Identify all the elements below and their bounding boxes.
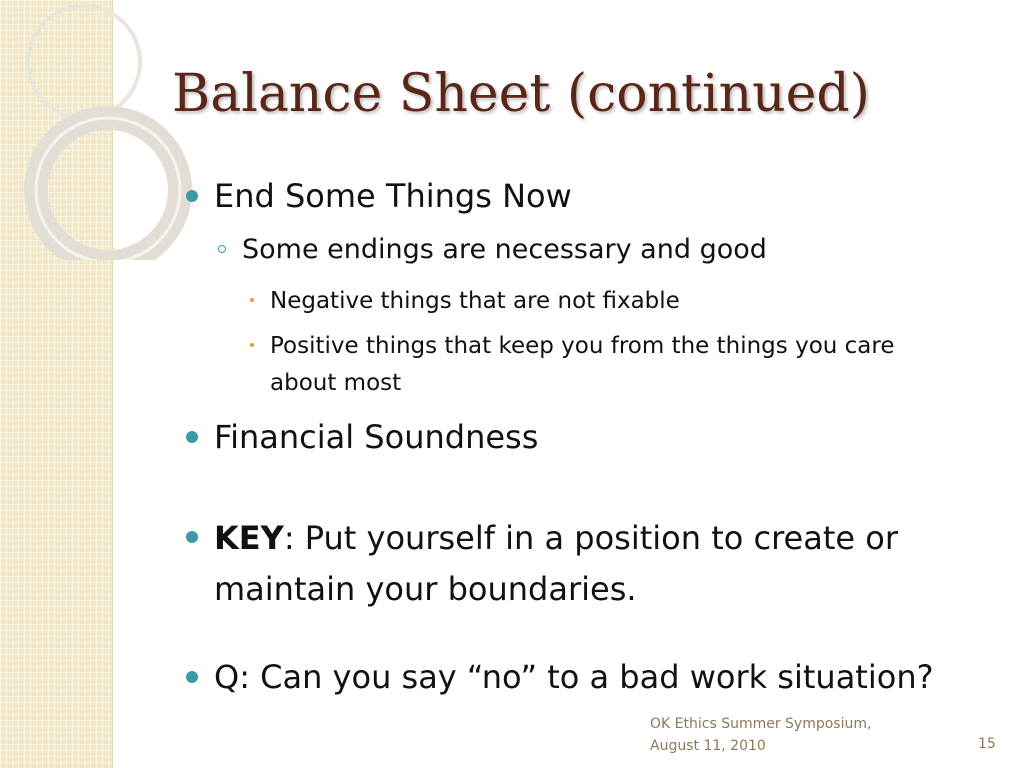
slide-footer — [650, 714, 871, 757]
bullet-marker — [186, 531, 198, 543]
bullet-text: Financial Soundness — [214, 418, 539, 456]
subsub-text-wrap — [270, 328, 895, 402]
bullet-key-wrap — [214, 513, 898, 615]
slide-title: Balance Sheet (continued) — [172, 64, 870, 124]
subsub-bullet-negative — [250, 283, 680, 320]
footer-line2: August 11, 2010 — [650, 737, 766, 754]
subsub-bullet-positive — [250, 328, 895, 402]
subbullet-text: Some endings are necessary and good — [242, 234, 767, 265]
key-label: KEY — [214, 519, 284, 557]
ring-top — [28, 6, 140, 118]
subsub-text: Negative things that are not fixable — [270, 288, 680, 314]
subsub-text-line1: Positive things that keep you from the things you care — [270, 333, 895, 359]
bullet-marker — [186, 431, 198, 443]
subbullet-marker — [218, 245, 226, 253]
bullet-question — [186, 653, 934, 701]
subsub-text-line2: about most — [270, 369, 402, 396]
bullet-marker — [186, 190, 198, 202]
bullet-marker — [186, 671, 198, 683]
bullet-key — [186, 513, 898, 615]
footer-line1: OK Ethics Summer Symposium, — [650, 716, 872, 732]
key-text: : Put yourself in a position to create or — [283, 519, 898, 557]
page-number: 15 — [978, 736, 996, 752]
key-text-line2: maintain your boundaries. — [214, 570, 637, 609]
bullet-text: End Some Things Now — [214, 177, 572, 215]
subsub-marker — [250, 298, 254, 302]
bullet-text: Q: Can you say “no” to a bad work situation? — [214, 658, 934, 696]
bullet-financial — [186, 413, 538, 461]
bullet-end-things — [186, 172, 572, 220]
subsub-marker — [250, 343, 254, 347]
decorative-rings — [0, 0, 200, 260]
subbullet-endings — [218, 231, 767, 269]
